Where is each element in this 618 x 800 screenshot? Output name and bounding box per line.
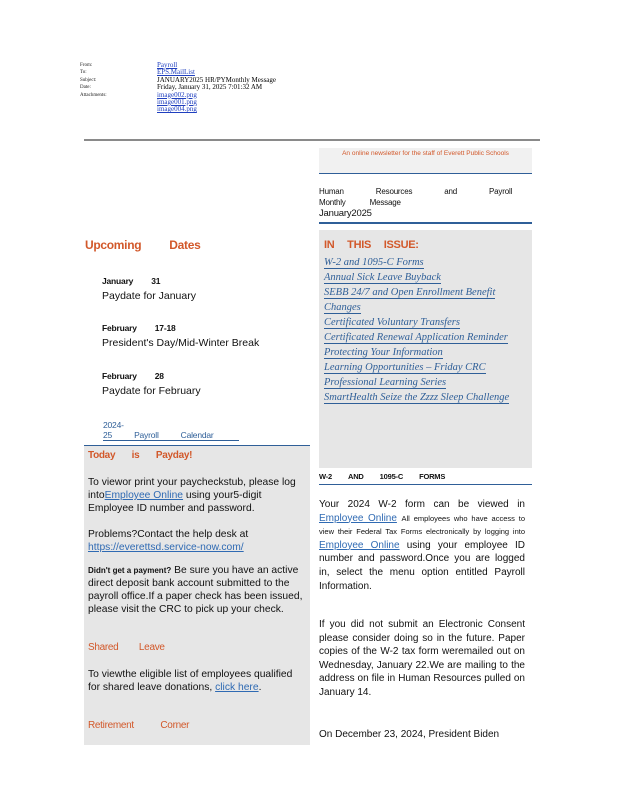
date-label: Date: xyxy=(80,85,91,91)
event-text: Paydate for February xyxy=(102,385,201,397)
shared-leave-heading: Shared Leave xyxy=(88,642,165,653)
issue-item[interactable]: Protecting Your Information xyxy=(324,347,443,358)
view-paystub-text: To viewor print your paycheckstub, please log intoEmployee Online using your5-digit Employee ID number and password. xyxy=(88,477,296,514)
help-desk-link[interactable]: https://everettsd.service-now.com/ xyxy=(88,542,244,553)
w2-paragraph-3: On December 23, 2024, President Biden xyxy=(319,729,500,740)
event-text: President's Day/Mid-Winter Break xyxy=(102,337,260,349)
title-divider xyxy=(319,222,532,224)
event-month: January xyxy=(102,276,134,286)
attachment-link[interactable]: image004.png xyxy=(157,105,197,114)
issue-item[interactable]: Learning Opportunities – Friday CRC Professional Learning Series xyxy=(324,362,486,388)
header-divider xyxy=(84,139,540,141)
newsletter-title-line1: Human Resources and Payroll xyxy=(319,187,513,196)
click-here-link[interactable]: click here xyxy=(215,682,259,693)
problems-text: Problems?Contact the help desk at https://everettsd.service-now.com/ xyxy=(88,529,249,553)
from-value[interactable]: Payroll xyxy=(157,61,178,69)
w2-paragraph-2: If you did not submit an Electronic Consent please consider doing so in the future. Paper copies of the W-2 tax form weremailed out on Wednesday, January 22.We are mailing to the address on file in Human Resources pulled on January 14. xyxy=(319,619,525,698)
event-day: 17-18 xyxy=(154,323,176,333)
issue-item[interactable]: Certificated Renewal Application Reminder xyxy=(324,332,508,343)
employee-online-link[interactable]: Employee Online xyxy=(319,539,400,551)
payroll-calendar-link[interactable]: 2024-25 Payroll Calendar xyxy=(103,420,239,441)
from-label: From: xyxy=(80,63,93,68)
issue-item[interactable]: W-2 and 1095-C Forms xyxy=(324,257,424,268)
issue-item[interactable]: Annual Sick Leave Buyback xyxy=(324,272,441,283)
event-day: 31 xyxy=(151,276,161,286)
payday-box xyxy=(84,445,310,745)
issue-item[interactable]: Certificated Voluntary Transfers xyxy=(324,317,460,328)
subject-label: Subject: xyxy=(80,77,97,83)
issue-list xyxy=(324,255,528,405)
payment-text: Didn't get a payment? Be sure you have an active direct deposit bank account submitted to the payroll office.If a paper check has been issued, please visit the CRC to pick up your check. xyxy=(88,565,303,615)
newsletter-tagline: An online newsletter for the staff of Everett Public Schools xyxy=(319,148,532,174)
upcoming-dates-heading: Upcoming Dates xyxy=(85,238,201,252)
email-header xyxy=(80,62,276,114)
employee-online-link[interactable]: Employee Online xyxy=(104,490,184,501)
event-item xyxy=(102,371,201,397)
event-month: February xyxy=(102,323,137,333)
in-this-issue-title: IN THIS ISSUE: xyxy=(324,239,419,251)
attachment-link[interactable]: image002.png xyxy=(157,90,197,99)
in-this-issue-box xyxy=(319,230,532,468)
subject-value: JANUARY2025 HR/PYMonthly Message xyxy=(157,75,277,84)
event-text: Paydate for January xyxy=(102,290,196,302)
date-value: Friday, January 31, 2025 7:01:32 AM xyxy=(157,83,263,92)
w2-paragraph-1: Your 2024 W-2 form can be viewed in Employee Online All employees who have access to view their Federal Tax Forms electronically by logging into Employee Online using your employee ID number and password.Once you are logged in, select the menu option entitled Payroll Information. xyxy=(319,499,526,592)
attachment-link[interactable]: image001.png xyxy=(157,97,197,106)
event-item xyxy=(102,276,196,302)
event-item xyxy=(102,323,259,349)
newsletter-title-line2: Monthly Message xyxy=(319,198,401,207)
newsletter-date: January2025 xyxy=(319,208,372,219)
employee-online-link[interactable]: Employee Online xyxy=(319,512,397,524)
event-month: February xyxy=(102,371,137,381)
attachments-label: Attachments: xyxy=(80,92,107,98)
newsletter-title xyxy=(319,186,512,219)
to-label: To: xyxy=(80,70,87,76)
w2-heading: W-2 AND 1095-C FORMS xyxy=(319,472,532,485)
to-value[interactable]: EPS.MailList xyxy=(157,68,195,77)
issue-item[interactable]: SEBB 24/7 and Open Enrollment Benefit Changes xyxy=(324,287,496,313)
today-payday-heading: Today is Payday! xyxy=(88,450,193,461)
issue-item[interactable]: SmartHealth Seize the Zzzz Sleep Challenge xyxy=(324,392,510,403)
event-day: 28 xyxy=(154,371,164,381)
retirement-corner-heading: Retirement Corner xyxy=(88,720,190,731)
shared-leave-text: To viewthe eligible list of employees qualified for shared leave donations, click here. xyxy=(88,669,293,693)
